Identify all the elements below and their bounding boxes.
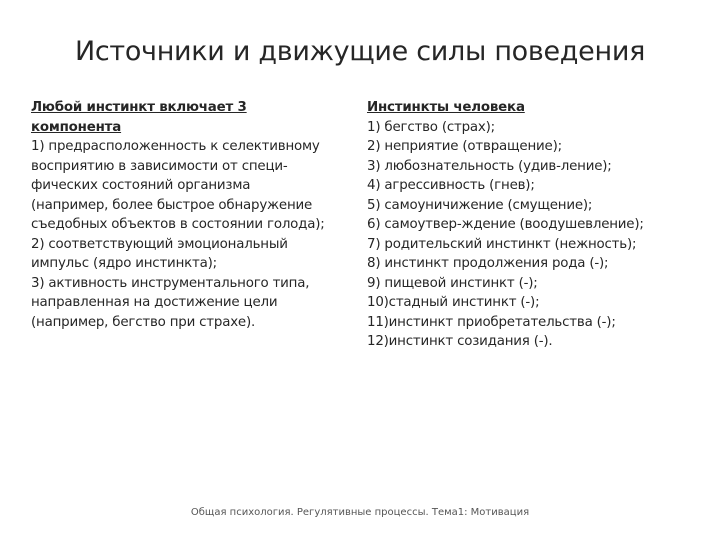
instinct-list-item: 11)инстинкт приобретательства (-);: [367, 314, 616, 330]
instinct-list-item: 6) самоутвер-ждение (воодушевление);: [367, 217, 644, 232]
instinct-list-item: 1) бегство (страх);: [367, 119, 495, 135]
left-column: [31, 98, 331, 332]
instinct-list-item: 8) инстинкт продолжения рода (-);: [367, 256, 609, 271]
instinct-list-item: 3) любознательность (удив-ление);: [367, 158, 612, 174]
right-column-heading: Инстинкты человека: [367, 100, 525, 115]
instinct-list-item: 10)стадный инстинкт (-);: [367, 295, 540, 310]
instinct-list-item: 12)инстинкт созидания (-).: [367, 334, 553, 349]
instinct-list-item: 4) агрессивность (гнев);: [367, 178, 535, 193]
instinct-list-item: 7) родительский инстинкт (нежность);: [367, 236, 637, 252]
instinct-list-item: 5) самоуничижение (смущение);: [367, 197, 593, 213]
left-column-body: 1) предрасположенность к селективному восприятию в зависимости от специ-фических состояний организма (например, более быстрое обнаружение съедобных объектов в состоянии голода); 2) соответствующий эмоциональный импульс (ядро инстинкта); 3) активность инструментального типа, направленная на достижение цели (например, бегство при страхе).: [31, 139, 325, 330]
slide-title: Источники и движущие силы поведения: [74, 36, 646, 67]
slide-footer: Общая психология. Регулятивные процессы. Тема1: Мотивация: [190, 507, 530, 518]
instinct-list-item: 2) неприятие (отвращение);: [367, 139, 562, 154]
left-column-heading: Любой инстинкт включает 3 компонента: [31, 100, 247, 135]
right-column: [367, 98, 707, 352]
instinct-list-item: 9) пищевой инстинкт (-);: [367, 275, 538, 291]
